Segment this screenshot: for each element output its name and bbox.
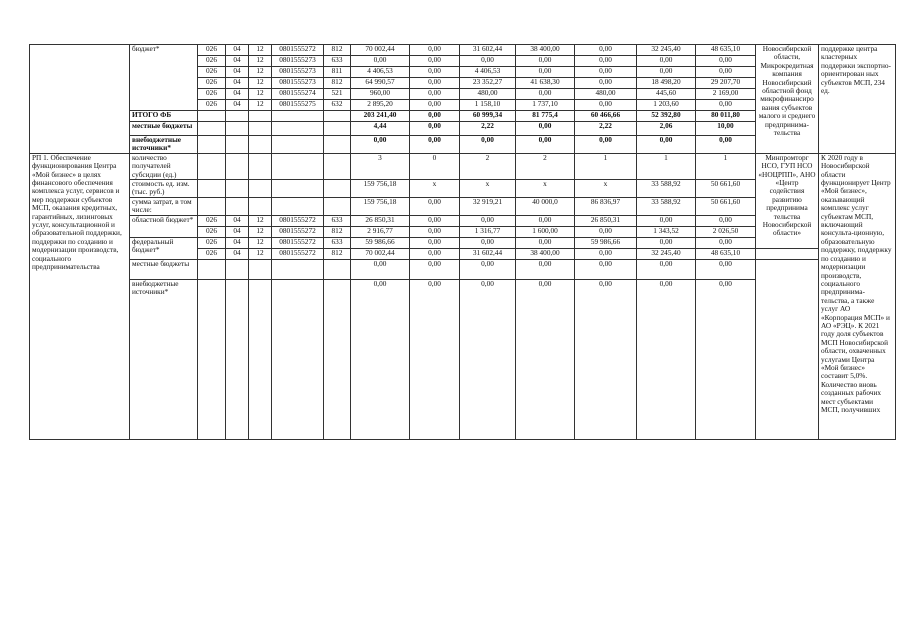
result-cell: поддержке центра кластерных поддержки экспортно-ориентирован ных субъектов МСП, 234 ед. [819, 45, 896, 154]
table-cell: 0,00 [575, 136, 637, 154]
table-row [30, 259, 896, 279]
table-cell [272, 153, 324, 179]
table-cell: 38 400,00 [516, 45, 575, 56]
table-cell: 0,00 [410, 45, 460, 56]
table-cell [249, 180, 272, 198]
table-cell: 04 [226, 45, 249, 56]
table-cell: 0,00 [575, 56, 637, 67]
table-cell [198, 259, 226, 279]
table-cell: 12 [249, 237, 272, 248]
table-cell [226, 279, 249, 439]
table-cell [198, 279, 226, 439]
table-cell: 521 [324, 89, 351, 100]
table-cell: 026 [198, 237, 226, 248]
table-cell: 0,00 [637, 56, 696, 67]
table-cell: 0,00 [637, 279, 696, 439]
table-cell: 3 [351, 153, 410, 179]
table-cell: 29 207,70 [696, 78, 756, 89]
table-cell: 33 588,92 [637, 180, 696, 198]
table-cell: 0,00 [575, 67, 637, 78]
table-row [30, 45, 896, 56]
table-cell: 026 [198, 56, 226, 67]
table-cell: 203 241,40 [351, 111, 410, 122]
table-cell: 10,00 [696, 122, 756, 136]
table-cell: 4,44 [351, 122, 410, 136]
source-label: ИТОГО ФБ [130, 111, 198, 122]
table-cell [226, 111, 249, 122]
table-cell: 0801555272 [272, 45, 324, 56]
table-cell: 0,00 [351, 279, 410, 439]
table-cell: 2 916,77 [351, 226, 410, 237]
table-cell [272, 111, 324, 122]
table-cell [249, 111, 272, 122]
table-cell: 59 986,66 [575, 237, 637, 248]
table-cell: 12 [249, 67, 272, 78]
table-cell [198, 180, 226, 198]
table-cell: 0,00 [351, 56, 410, 67]
table-cell: 0,00 [575, 78, 637, 89]
table-cell: 0,00 [516, 279, 575, 439]
table-cell [198, 136, 226, 154]
table-cell: 632 [324, 100, 351, 111]
table-cell: 0,00 [460, 259, 516, 279]
table-cell [324, 136, 351, 154]
table-cell: 0,00 [410, 215, 460, 226]
source-label: федеральный бюджет* [130, 237, 198, 259]
source-label: бюджет* [130, 45, 198, 111]
table-cell [198, 153, 226, 179]
table-cell: 0,00 [410, 89, 460, 100]
table-cell: 0,00 [696, 237, 756, 248]
table-cell: 0,00 [696, 56, 756, 67]
table-cell [272, 259, 324, 279]
table-cell: 0,00 [696, 279, 756, 439]
table-cell [272, 122, 324, 136]
table-cell: 41 638,30 [516, 78, 575, 89]
table-cell: 50 661,60 [696, 197, 756, 215]
table-cell [226, 180, 249, 198]
table-cell: 0,00 [410, 226, 460, 237]
table-cell: 52 392,80 [637, 111, 696, 122]
table-cell: 1 158,10 [460, 100, 516, 111]
table-cell: 26 850,31 [575, 215, 637, 226]
table-cell: 0801555274 [272, 89, 324, 100]
table-cell: 0,00 [637, 215, 696, 226]
table-cell: 0,00 [460, 279, 516, 439]
table-cell: 2,06 [637, 122, 696, 136]
table-cell [198, 111, 226, 122]
executor-empty [756, 248, 819, 259]
table-cell: 0801555273 [272, 56, 324, 67]
table-cell: 59 986,66 [351, 237, 410, 248]
table-cell: 0,00 [351, 136, 410, 154]
table-cell: 1 203,60 [637, 100, 696, 111]
table-cell [198, 197, 226, 215]
table-cell: 0,00 [516, 237, 575, 248]
source-label: областной бюджет* [130, 215, 198, 237]
table-cell: 04 [226, 215, 249, 226]
executor-empty [756, 259, 819, 439]
table-cell: 0,00 [696, 100, 756, 111]
table-cell: 0801555272 [272, 248, 324, 259]
table-cell: 12 [249, 78, 272, 89]
table-cell: 4 406,53 [351, 67, 410, 78]
table-cell: 0801555272 [272, 237, 324, 248]
table-cell: 0,00 [460, 237, 516, 248]
table-cell: 026 [198, 89, 226, 100]
table-cell: 23 352,27 [460, 78, 516, 89]
table-cell: 0,00 [575, 279, 637, 439]
table-cell: 40 000,0 [516, 197, 575, 215]
table-cell: 0,00 [460, 56, 516, 67]
table-cell: 633 [324, 215, 351, 226]
table-cell: 0,00 [696, 67, 756, 78]
table-cell: 026 [198, 45, 226, 56]
table-cell: 026 [198, 100, 226, 111]
budget-table [29, 44, 896, 440]
table-cell: 445,60 [637, 89, 696, 100]
table-cell [249, 259, 272, 279]
source-label: стоимость ед. изм. (тыс. руб.) [130, 180, 198, 198]
table-cell: 1 [637, 153, 696, 179]
table-cell: 18 498,20 [637, 78, 696, 89]
table-cell: 026 [198, 67, 226, 78]
activity-name-cell: РП 1. Обеспечение функционирования Центра «Мой бизнес» в целях финансового обеспечения комплекса услуг, сервисов и мер поддержки субъектов МСП, оказания кредитных, гарантийных, лизинговых услуг, консультационной и образовательной поддержки, поддержки по созданию и модернизации производств, социального предпринимательства [30, 153, 130, 439]
table-cell: 0,00 [410, 248, 460, 259]
table-cell: 0,00 [516, 215, 575, 226]
table-cell [249, 136, 272, 154]
table-cell: 31 602,44 [460, 45, 516, 56]
table-cell: 0,00 [637, 67, 696, 78]
table-cell: 633 [324, 56, 351, 67]
table-cell: 0,00 [410, 122, 460, 136]
table-cell [324, 153, 351, 179]
table-cell: 633 [324, 237, 351, 248]
table-cell: 04 [226, 67, 249, 78]
table-cell: 0,00 [516, 89, 575, 100]
table-cell [249, 197, 272, 215]
table-cell: 0,00 [516, 259, 575, 279]
table-cell: x [575, 180, 637, 198]
table-cell [226, 122, 249, 136]
table-cell: 26 850,31 [351, 215, 410, 226]
table-cell: 159 756,18 [351, 180, 410, 198]
table-cell: 04 [226, 56, 249, 67]
table-cell: 04 [226, 78, 249, 89]
table-cell: 0,00 [575, 100, 637, 111]
table-cell: 48 635,10 [696, 45, 756, 56]
table-cell: 70 002,44 [351, 45, 410, 56]
table-cell: 0,00 [351, 259, 410, 279]
source-label: сумма затрат, в том числе: [130, 197, 198, 215]
table-cell: 1 737,10 [516, 100, 575, 111]
table-cell: 60 999,34 [460, 111, 516, 122]
table-cell: 480,00 [460, 89, 516, 100]
table-cell: 04 [226, 237, 249, 248]
table-cell: 960,00 [351, 89, 410, 100]
activity-name-cell [30, 45, 130, 154]
table-cell: 32 245,40 [637, 248, 696, 259]
table-cell: 0,00 [410, 279, 460, 439]
table-cell: 0,00 [575, 248, 637, 259]
table-cell: 32 245,40 [637, 45, 696, 56]
table-cell: 1 [696, 153, 756, 179]
table-cell: 159 756,18 [351, 197, 410, 215]
table-cell: 0,00 [516, 122, 575, 136]
table-cell: x [516, 180, 575, 198]
table-cell: 2,22 [460, 122, 516, 136]
source-label: местные бюджеты [130, 122, 198, 136]
table-cell: 0,00 [410, 56, 460, 67]
table-cell [249, 122, 272, 136]
table-cell: 0,00 [516, 67, 575, 78]
table-cell [272, 279, 324, 439]
table-cell: 812 [324, 226, 351, 237]
table-cell: 0801555272 [272, 215, 324, 226]
table-cell [324, 180, 351, 198]
table-cell: 026 [198, 226, 226, 237]
table-cell: x [460, 180, 516, 198]
source-label: внебюджетные источники* [130, 279, 198, 439]
result-cell: К 2020 году в Новосибирской области функционирует Центр «Мой бизнес», оказывающий комплекс услуг субъектам МСП, включающий консульта-ционную, образовательную поддержку, поддержку по созданию и модернизации производств, социального предпринима-тельства, а также услуг АО «Корпорация МСП» и АО «РЭЦ». К 2021 году доля субъектов МСП Новосибирской области, охваченных услугами Центра «Мой бизнес» составит 5,0%. Количество вновь созданных рабочих мест субъектами МСП, получивших [819, 153, 896, 439]
table-cell [249, 279, 272, 439]
table-cell: 0,00 [516, 136, 575, 154]
table-cell: 0801555273 [272, 78, 324, 89]
table-cell: 0,00 [575, 45, 637, 56]
table-cell: 812 [324, 248, 351, 259]
table-cell [226, 259, 249, 279]
source-label: внебюджетные источники* [130, 136, 198, 154]
table-cell: 0 [410, 153, 460, 179]
executor-cell: Новосибирской области, Микрокредитная компания Новосибирский областной фонд микрофинансиро вания субъектов малого и среднего предпринима-тельства [756, 45, 819, 154]
table-cell: 0,00 [575, 226, 637, 237]
table-cell: 0,00 [696, 259, 756, 279]
table-cell: 0,00 [410, 197, 460, 215]
table-cell [272, 136, 324, 154]
table-cell: 12 [249, 89, 272, 100]
table-cell: 0,00 [637, 237, 696, 248]
table-cell: 0,00 [637, 259, 696, 279]
table-cell: 04 [226, 248, 249, 259]
table-cell: 812 [324, 78, 351, 89]
table-cell: 64 990,57 [351, 78, 410, 89]
table-cell [324, 259, 351, 279]
table-cell: 0,00 [637, 136, 696, 154]
table-cell: 0801555275 [272, 100, 324, 111]
table-cell: 2 026,50 [696, 226, 756, 237]
table-cell: 31 602,44 [460, 248, 516, 259]
table-cell: 480,00 [575, 89, 637, 100]
table-cell: 2 [516, 153, 575, 179]
table-cell [324, 197, 351, 215]
table-cell: 0,00 [696, 136, 756, 154]
table-cell: 12 [249, 215, 272, 226]
table-cell: 04 [226, 100, 249, 111]
table-cell [226, 153, 249, 179]
table-cell: 026 [198, 78, 226, 89]
table-cell [272, 180, 324, 198]
executor-cell: Минпромторг НСО, ГУП НСО «НОЦРПП», АНО «Центр содействия развитию предпринима тельства Новосибирской области» [756, 153, 819, 248]
table-cell [198, 122, 226, 136]
table-cell: 04 [226, 226, 249, 237]
table-cell [324, 122, 351, 136]
table-cell [324, 279, 351, 439]
table-row [30, 153, 896, 179]
table-cell: 12 [249, 45, 272, 56]
table-cell: 0,00 [696, 215, 756, 226]
table-cell: 2 895,20 [351, 100, 410, 111]
table-cell: 70 002,44 [351, 248, 410, 259]
source-label: количество получателей субсидии (ед.) [130, 153, 198, 179]
table-cell: 12 [249, 56, 272, 67]
table-cell: 0,00 [410, 78, 460, 89]
table-cell [226, 136, 249, 154]
table-cell: 04 [226, 89, 249, 100]
table-cell: 0,00 [575, 259, 637, 279]
table-cell: 12 [249, 226, 272, 237]
table-cell: 0801555273 [272, 67, 324, 78]
table-cell: 4 406,53 [460, 67, 516, 78]
table-cell: 60 466,66 [575, 111, 637, 122]
table-cell: 0,00 [410, 111, 460, 122]
table-cell: 0801555272 [272, 226, 324, 237]
table-cell: 12 [249, 248, 272, 259]
table-cell: x [410, 180, 460, 198]
table-cell: 0,00 [460, 136, 516, 154]
table-cell: 811 [324, 67, 351, 78]
table-cell: 812 [324, 45, 351, 56]
table-cell: 33 588,92 [637, 197, 696, 215]
table-cell: 12 [249, 100, 272, 111]
table-cell: 86 836,97 [575, 197, 637, 215]
table-cell: 2 [460, 153, 516, 179]
table-cell [249, 153, 272, 179]
table-cell: 50 661,60 [696, 180, 756, 198]
table-cell: 026 [198, 248, 226, 259]
table-cell: 0,00 [410, 100, 460, 111]
table-cell: 2,22 [575, 122, 637, 136]
table-cell [324, 111, 351, 122]
table-cell: 0,00 [410, 237, 460, 248]
table-cell: 81 775,4 [516, 111, 575, 122]
table-cell: 38 400,00 [516, 248, 575, 259]
table-cell: 0,00 [460, 215, 516, 226]
table-cell [272, 197, 324, 215]
table-cell: 1 600,00 [516, 226, 575, 237]
table-cell: 2 169,00 [696, 89, 756, 100]
table-cell: 1 [575, 153, 637, 179]
table-cell: 1 343,52 [637, 226, 696, 237]
table-cell: 32 919,21 [460, 197, 516, 215]
table-cell: 0,00 [410, 67, 460, 78]
table-cell: 0,00 [516, 56, 575, 67]
table-cell: 026 [198, 215, 226, 226]
table-cell: 1 316,77 [460, 226, 516, 237]
table-cell: 0,00 [410, 136, 460, 154]
table-cell [226, 197, 249, 215]
table-cell: 0,00 [410, 259, 460, 279]
source-label: местные бюджеты [130, 259, 198, 279]
table-cell: 48 635,10 [696, 248, 756, 259]
table-cell: 80 011,80 [696, 111, 756, 122]
